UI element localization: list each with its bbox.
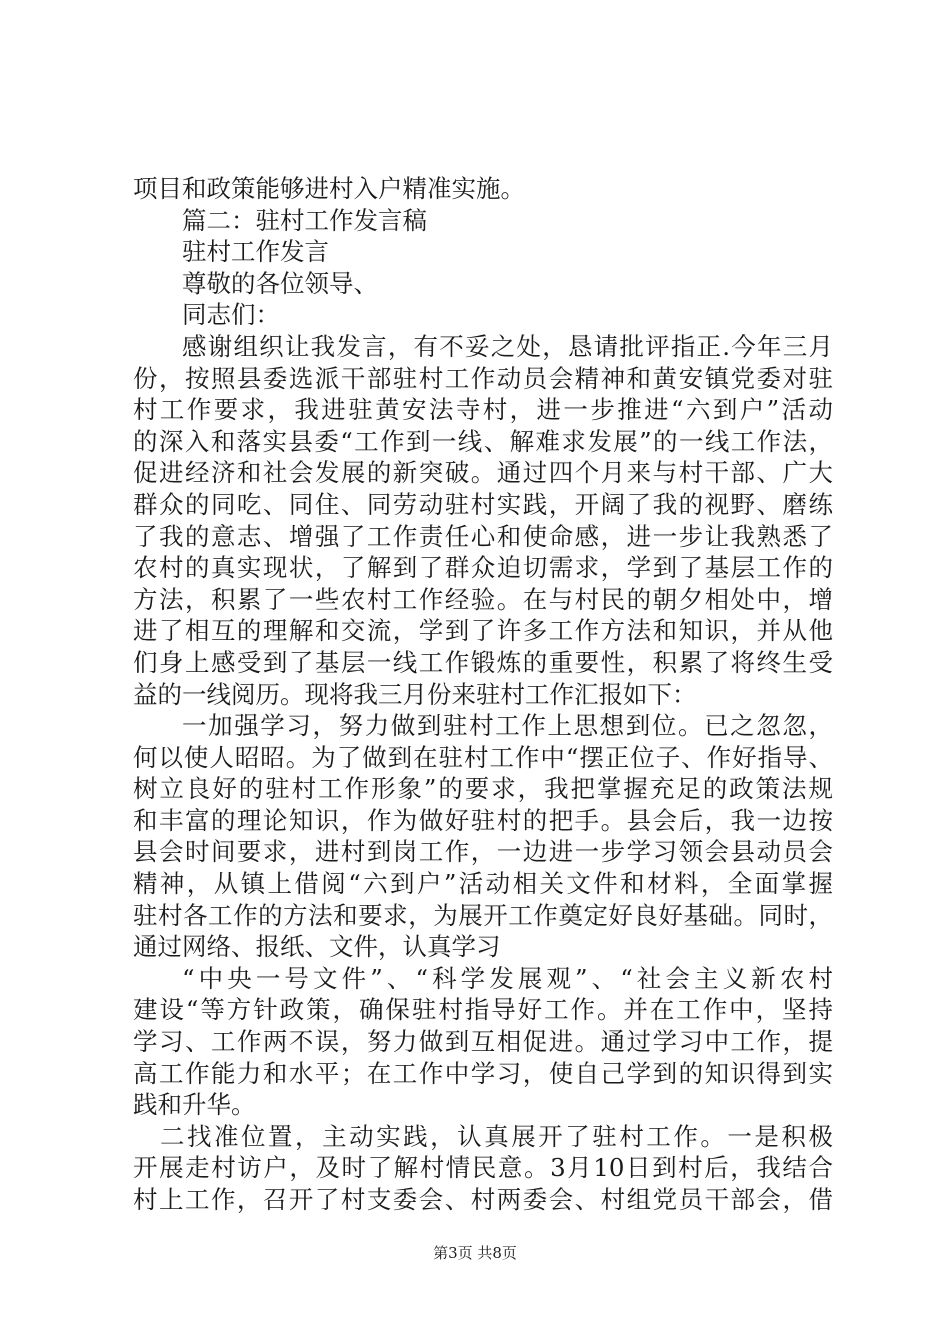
body-line: 驻村各工作的方法和要求，为展开工作奠定好良好基础。同时， [133,900,833,930]
body-line: 驻村工作发言 [182,237,329,267]
body-line: 项目和政策能够进村入户精准实施。 [133,174,525,203]
body-line: 精神，从镇上借阅“六到户”活动相关文件和材料，全面掌握 [133,869,833,899]
body-line: 一加强学习，努力做到驻村工作上思想到位。已之忽忽， [182,711,833,741]
body-line: “中央一号文件”、“科学发展观”、“社会主义新农村 [182,963,833,993]
body-line: 村工作要求，我进驻黄安法寺村，进一步推进“六到户”活动 [133,395,833,425]
document-body [133,173,833,1216]
body-line: 开展走村访户，及时了解村情民意。3月10日到村后，我结合 [133,1153,833,1183]
body-line: 篇二：驻村工作发言稿 [182,205,427,235]
body-line: 促进经济和社会发展的新突破。通过四个月来与村干部、广大 [133,458,833,488]
body-line: 何以使人昭昭。为了做到在驻村工作中“摆正位子、作好指导、 [133,742,833,772]
body-line: 村上工作，召开了村支委会、村两委会、村组党员干部会，借 [133,1185,833,1214]
body-line: 份，按照县委选派干部驻村工作动员会精神和黄安镇党委对驻 [133,363,833,393]
body-line: 二找准位置，主动实践，认真展开了驻村工作。一是积极 [159,1121,833,1151]
body-line: 践和升华。 [133,1090,256,1120]
body-line: 了我的意志、增强了工作责任心和使命感，进一步让我熟悉了 [133,521,833,551]
body-line: 同志们： [182,300,280,330]
body-line: 感谢组织让我发言，有不妥之处，恳请批评指正.今年三月 [182,331,833,361]
body-line: 的深入和落实县委“工作到一线、解难求发展”的一线工作法， [133,426,833,456]
body-line: 高工作能力和水平；在工作中学习，使自己学到的知识得到实 [133,1058,833,1088]
body-line: 建设“等方针政策，确保驻村指导好工作。并在工作中，坚持 [133,995,833,1025]
body-line: 进了相互的理解和交流，学到了许多工作方法和知识，并从他 [133,616,833,646]
body-line: 们身上感受到了基层一线工作锻炼的重要性，积累了将终生受 [133,647,833,677]
body-line: 群众的同吃、同住、同劳动驻村实践，开阔了我的视野、磨练 [133,489,833,519]
body-line: 树立良好的驻村工作形象”的要求，我把掌握充足的政策法规 [133,774,833,804]
page-footer: 第3页 共8页 [433,1244,517,1262]
body-line: 县会时间要求，进村到岗工作，一边进一步学习领会县动员会 [133,837,833,867]
body-line: 方法，积累了一些农村工作经验。在与村民的朝夕相处中，增 [133,584,833,614]
body-line: 益的一线阅历。现将我三月份来驻村工作汇报如下： [133,679,697,709]
body-line: 尊敬的各位领导、 [182,268,378,298]
body-line: 学习、工作两不误，努力做到互相促进。通过学习中工作，提 [133,1027,833,1057]
body-line: 通过网络、报纸、文件，认真学习 [133,932,501,962]
body-line: 和丰富的理论知识，作为做好驻村的把手。县会后，我一边按 [133,805,833,835]
body-line: 农村的真实现状，了解到了群众迫切需求，学到了基层工作的 [133,553,833,583]
